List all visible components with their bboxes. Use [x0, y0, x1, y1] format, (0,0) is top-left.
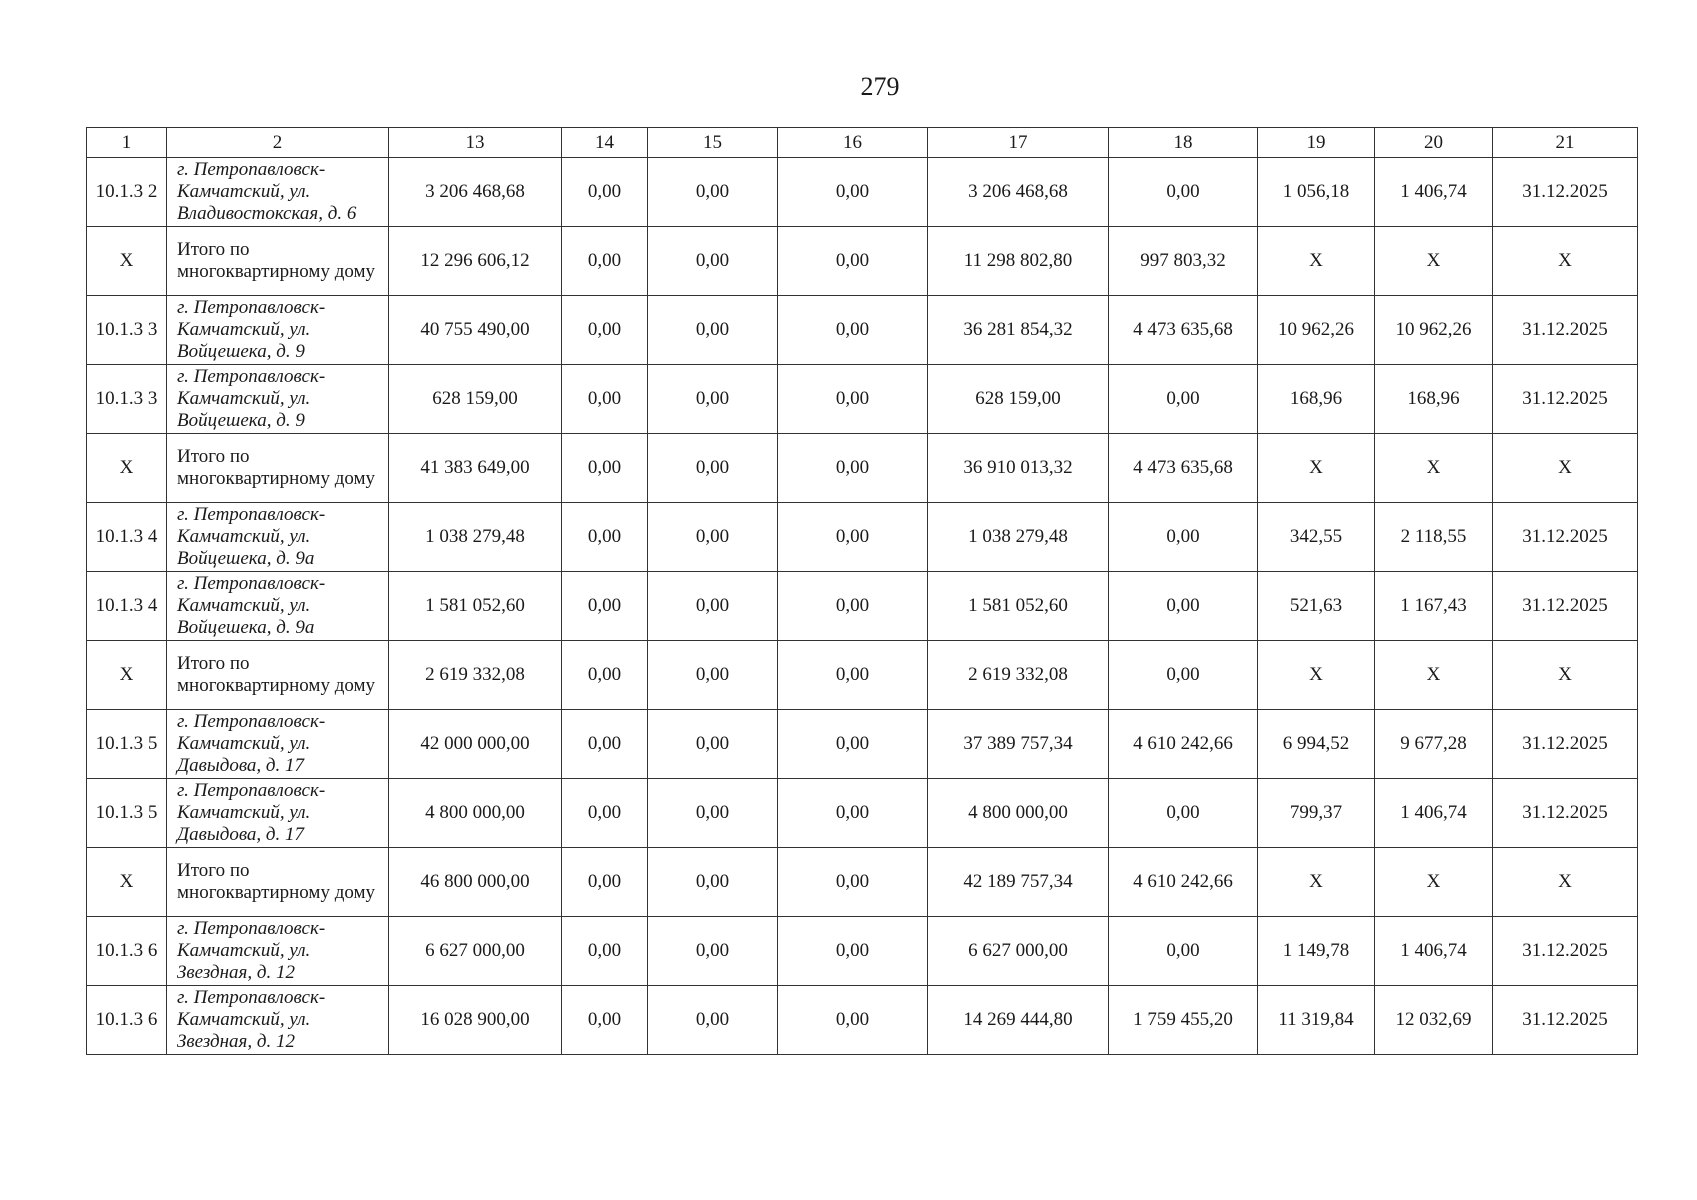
value-cell-20: 1 406,74	[1375, 917, 1493, 986]
value-cell-14: 0,00	[562, 503, 648, 572]
value-cell-16: 0,00	[778, 848, 928, 917]
value-cell-17: 2 619 332,08	[928, 641, 1109, 710]
address-cell: г. Петропавловск-Камчатский, ул. Звездная, д. 12	[167, 917, 389, 986]
value-cell-13: 40 755 490,00	[389, 296, 562, 365]
value-cell-13: 1 038 279,48	[389, 503, 562, 572]
value-cell-18: 0,00	[1109, 917, 1258, 986]
address-cell: г. Петропавловск-Камчатский, ул. Войцешека, д. 9	[167, 296, 389, 365]
value-cell-17: 628 159,00	[928, 365, 1109, 434]
value-cell-20: 12 032,69	[1375, 986, 1493, 1055]
header-cell: 20	[1375, 128, 1493, 158]
value-cell-20: 2 118,55	[1375, 503, 1493, 572]
row-number-cell: 10.1.3 5	[87, 779, 167, 848]
value-cell-13: 628 159,00	[389, 365, 562, 434]
value-cell-20: Х	[1375, 848, 1493, 917]
value-cell-13: 12 296 606,12	[389, 227, 562, 296]
value-cell-18: 997 803,32	[1109, 227, 1258, 296]
header-row	[87, 128, 1638, 158]
value-cell-17: 42 189 757,34	[928, 848, 1109, 917]
address-cell: Итого по многоквартирному дому	[167, 641, 389, 710]
row-number-cell: 10.1.3 6	[87, 986, 167, 1055]
value-cell-21: 31.12.2025	[1493, 779, 1638, 848]
row-number-cell: 10.1.3 3	[87, 296, 167, 365]
address-cell: г. Петропавловск-Камчатский, ул. Давыдова, д. 17	[167, 710, 389, 779]
table-body	[87, 158, 1638, 1055]
value-cell-13: 42 000 000,00	[389, 710, 562, 779]
value-cell-17: 14 269 444,80	[928, 986, 1109, 1055]
value-cell-16: 0,00	[778, 296, 928, 365]
table-row	[87, 986, 1638, 1055]
value-cell-20: 9 677,28	[1375, 710, 1493, 779]
value-cell-18: 0,00	[1109, 365, 1258, 434]
row-number-cell: Х	[87, 848, 167, 917]
value-cell-16: 0,00	[778, 986, 928, 1055]
header-cell: 18	[1109, 128, 1258, 158]
value-cell-20: Х	[1375, 227, 1493, 296]
value-cell-16: 0,00	[778, 641, 928, 710]
value-cell-20: 1 167,43	[1375, 572, 1493, 641]
table-row	[87, 779, 1638, 848]
value-cell-18: 1 759 455,20	[1109, 986, 1258, 1055]
table-row	[87, 917, 1638, 986]
value-cell-13: 41 383 649,00	[389, 434, 562, 503]
value-cell-13: 1 581 052,60	[389, 572, 562, 641]
value-cell-18: 4 610 242,66	[1109, 848, 1258, 917]
value-cell-16: 0,00	[778, 917, 928, 986]
data-table	[86, 127, 1638, 1055]
row-number-cell: 10.1.3 5	[87, 710, 167, 779]
value-cell-13: 2 619 332,08	[389, 641, 562, 710]
value-cell-20: 1 406,74	[1375, 779, 1493, 848]
row-number-cell: 10.1.3 2	[87, 158, 167, 227]
row-number-cell: Х	[87, 434, 167, 503]
value-cell-21: Х	[1493, 434, 1638, 503]
header-cell: 21	[1493, 128, 1638, 158]
row-number-cell: Х	[87, 641, 167, 710]
value-cell-17: 1 581 052,60	[928, 572, 1109, 641]
value-cell-19: 10 962,26	[1258, 296, 1375, 365]
value-cell-18: 0,00	[1109, 158, 1258, 227]
value-cell-19: 1 149,78	[1258, 917, 1375, 986]
value-cell-21: 31.12.2025	[1493, 503, 1638, 572]
value-cell-18: 4 610 242,66	[1109, 710, 1258, 779]
value-cell-15: 0,00	[648, 641, 778, 710]
table-header	[87, 128, 1638, 158]
value-cell-14: 0,00	[562, 158, 648, 227]
row-number-cell: 10.1.3 4	[87, 572, 167, 641]
value-cell-15: 0,00	[648, 986, 778, 1055]
value-cell-16: 0,00	[778, 779, 928, 848]
value-cell-16: 0,00	[778, 227, 928, 296]
header-cell: 2	[167, 128, 389, 158]
value-cell-15: 0,00	[648, 710, 778, 779]
value-cell-17: 11 298 802,80	[928, 227, 1109, 296]
value-cell-14: 0,00	[562, 296, 648, 365]
value-cell-14: 0,00	[562, 572, 648, 641]
address-cell: г. Петропавловск-Камчатский, ул. Войцешека, д. 9а	[167, 572, 389, 641]
header-cell: 19	[1258, 128, 1375, 158]
value-cell-14: 0,00	[562, 710, 648, 779]
value-cell-15: 0,00	[648, 158, 778, 227]
header-cell: 1	[87, 128, 167, 158]
value-cell-19: Х	[1258, 641, 1375, 710]
value-cell-18: 0,00	[1109, 503, 1258, 572]
value-cell-13: 46 800 000,00	[389, 848, 562, 917]
value-cell-15: 0,00	[648, 572, 778, 641]
value-cell-16: 0,00	[778, 158, 928, 227]
value-cell-14: 0,00	[562, 986, 648, 1055]
address-cell: г. Петропавловск-Камчатский, ул. Войцешека, д. 9	[167, 365, 389, 434]
value-cell-15: 0,00	[648, 365, 778, 434]
value-cell-21: Х	[1493, 641, 1638, 710]
value-cell-21: 31.12.2025	[1493, 365, 1638, 434]
value-cell-18: 0,00	[1109, 779, 1258, 848]
value-cell-17: 3 206 468,68	[928, 158, 1109, 227]
value-cell-15: 0,00	[648, 434, 778, 503]
value-cell-13: 6 627 000,00	[389, 917, 562, 986]
value-cell-15: 0,00	[648, 848, 778, 917]
table-row	[87, 641, 1638, 710]
value-cell-20: Х	[1375, 641, 1493, 710]
value-cell-20: Х	[1375, 434, 1493, 503]
value-cell-19: Х	[1258, 848, 1375, 917]
table-row	[87, 158, 1638, 227]
value-cell-21: 31.12.2025	[1493, 710, 1638, 779]
value-cell-18: 4 473 635,68	[1109, 434, 1258, 503]
header-cell: 13	[389, 128, 562, 158]
value-cell-21: 31.12.2025	[1493, 986, 1638, 1055]
value-cell-14: 0,00	[562, 779, 648, 848]
value-cell-16: 0,00	[778, 572, 928, 641]
value-cell-21: Х	[1493, 848, 1638, 917]
header-cell: 14	[562, 128, 648, 158]
value-cell-18: 0,00	[1109, 641, 1258, 710]
value-cell-18: 0,00	[1109, 572, 1258, 641]
value-cell-15: 0,00	[648, 227, 778, 296]
value-cell-18: 4 473 635,68	[1109, 296, 1258, 365]
row-number-cell: Х	[87, 227, 167, 296]
table-row	[87, 434, 1638, 503]
value-cell-16: 0,00	[778, 503, 928, 572]
value-cell-16: 0,00	[778, 434, 928, 503]
value-cell-19: 1 056,18	[1258, 158, 1375, 227]
value-cell-21: Х	[1493, 227, 1638, 296]
value-cell-19: 11 319,84	[1258, 986, 1375, 1055]
table-row	[87, 572, 1638, 641]
value-cell-17: 36 281 854,32	[928, 296, 1109, 365]
header-cell: 15	[648, 128, 778, 158]
header-cell: 16	[778, 128, 928, 158]
value-cell-15: 0,00	[648, 503, 778, 572]
table-row	[87, 365, 1638, 434]
value-cell-21: 31.12.2025	[1493, 572, 1638, 641]
address-cell: г. Петропавловск-Камчатский, ул. Владивостокская, д. 6	[167, 158, 389, 227]
value-cell-17: 37 389 757,34	[928, 710, 1109, 779]
table-row	[87, 296, 1638, 365]
value-cell-14: 0,00	[562, 917, 648, 986]
value-cell-17: 1 038 279,48	[928, 503, 1109, 572]
value-cell-19: 168,96	[1258, 365, 1375, 434]
value-cell-14: 0,00	[562, 434, 648, 503]
value-cell-19: Х	[1258, 227, 1375, 296]
row-number-cell: 10.1.3 3	[87, 365, 167, 434]
value-cell-13: 16 028 900,00	[389, 986, 562, 1055]
value-cell-19: 6 994,52	[1258, 710, 1375, 779]
value-cell-19: Х	[1258, 434, 1375, 503]
address-cell: Итого по многоквартирному дому	[167, 227, 389, 296]
value-cell-20: 1 406,74	[1375, 158, 1493, 227]
value-cell-21: 31.12.2025	[1493, 296, 1638, 365]
value-cell-13: 4 800 000,00	[389, 779, 562, 848]
value-cell-17: 6 627 000,00	[928, 917, 1109, 986]
value-cell-14: 0,00	[562, 227, 648, 296]
value-cell-16: 0,00	[778, 710, 928, 779]
value-cell-14: 0,00	[562, 365, 648, 434]
value-cell-15: 0,00	[648, 917, 778, 986]
value-cell-16: 0,00	[778, 365, 928, 434]
value-cell-17: 4 800 000,00	[928, 779, 1109, 848]
value-cell-14: 0,00	[562, 848, 648, 917]
address-cell: Итого по многоквартирному дому	[167, 434, 389, 503]
value-cell-20: 168,96	[1375, 365, 1493, 434]
value-cell-19: 342,55	[1258, 503, 1375, 572]
value-cell-13: 3 206 468,68	[389, 158, 562, 227]
row-number-cell: 10.1.3 4	[87, 503, 167, 572]
value-cell-15: 0,00	[648, 296, 778, 365]
value-cell-15: 0,00	[648, 779, 778, 848]
value-cell-19: 799,37	[1258, 779, 1375, 848]
header-cell: 17	[928, 128, 1109, 158]
value-cell-14: 0,00	[562, 641, 648, 710]
address-cell: г. Петропавловск-Камчатский, ул. Давыдова, д. 17	[167, 779, 389, 848]
value-cell-20: 10 962,26	[1375, 296, 1493, 365]
row-number-cell: 10.1.3 6	[87, 917, 167, 986]
table-row	[87, 710, 1638, 779]
table-row	[87, 227, 1638, 296]
table-row	[87, 848, 1638, 917]
address-cell: г. Петропавловск-Камчатский, ул. Звездная, д. 12	[167, 986, 389, 1055]
address-cell: Итого по многоквартирному дому	[167, 848, 389, 917]
value-cell-21: 31.12.2025	[1493, 158, 1638, 227]
value-cell-21: 31.12.2025	[1493, 917, 1638, 986]
table-row	[87, 503, 1638, 572]
page-number: 279	[860, 72, 900, 101]
address-cell: г. Петропавловск-Камчатский, ул. Войцешека, д. 9а	[167, 503, 389, 572]
value-cell-19: 521,63	[1258, 572, 1375, 641]
value-cell-17: 36 910 013,32	[928, 434, 1109, 503]
